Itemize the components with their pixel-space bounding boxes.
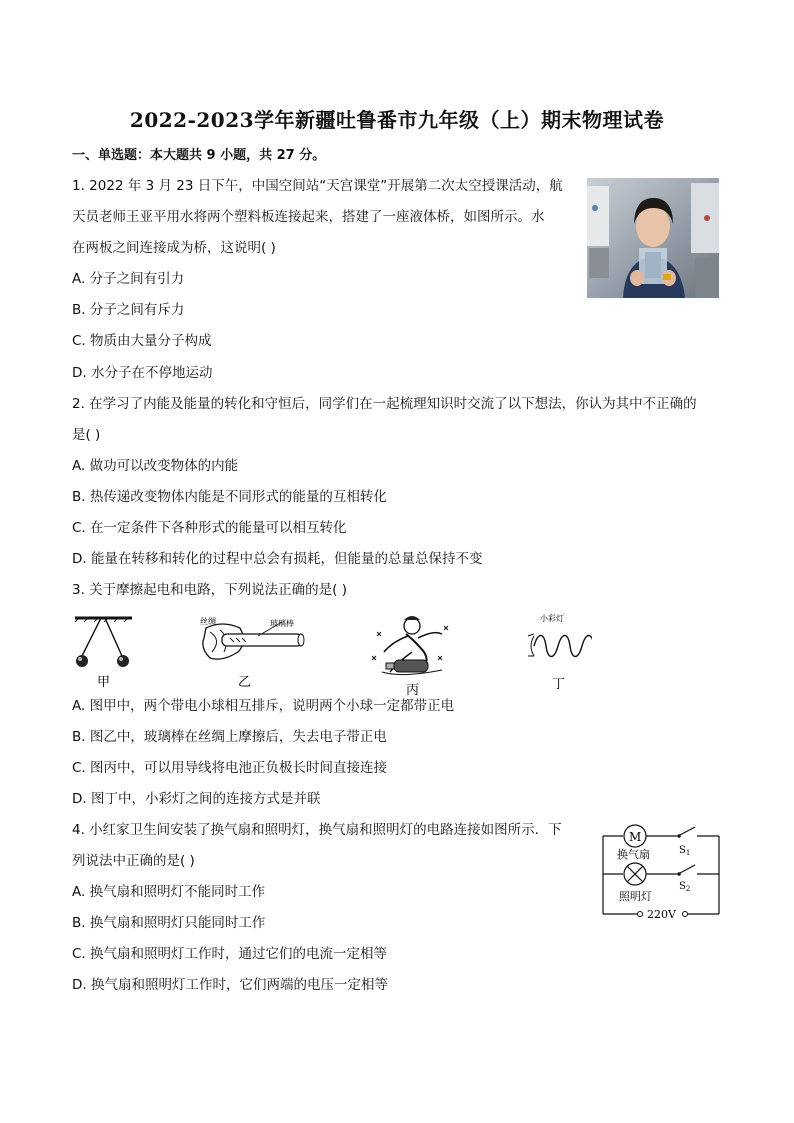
q1-option-c[interactable]: C. 物质由大量分子构成 — [72, 333, 212, 349]
q2-option-d[interactable]: D. 能量在转移和转化的过程中总会有损耗，但能量的总量总保持不变 — [72, 551, 483, 567]
q1-stem-line-3: 在两板之间连接成为桥，这说明( ) — [72, 240, 276, 256]
lamp-label: 照明灯 — [619, 890, 652, 903]
q4-stem-line-1: 4. 小红家卫生间安装了换气扇和照明灯，换气扇和照明灯的电路连接如图所示．下 — [72, 822, 562, 838]
q1-option-a[interactable]: A. 分子之间有引力 — [72, 271, 185, 287]
silk-label: 丝绸 — [200, 617, 216, 626]
q3-option-c[interactable]: C. 图丙中，可以用导线将电池正负极长时间直接连接 — [72, 760, 388, 776]
space-station-photo — [587, 178, 719, 298]
figure-label-yi: 乙 — [238, 675, 252, 690]
glass-rod-label: 玻璃棒 — [270, 619, 294, 628]
figure-label-jia: 甲 — [97, 675, 111, 690]
q4-option-d[interactable]: D. 换气扇和照明灯工作时，它们两端的电压一定相等 — [72, 977, 388, 993]
q4-stem-line-2: 列说法中正确的是( ) — [72, 853, 195, 869]
figure-jia — [75, 618, 132, 690]
figure-ding — [528, 613, 592, 692]
q2-stem-line-1: 2. 在学习了内能及能量的转化和守恒后，同学们在一起梳理知识时交流了以下想法，你认为其中不正确的 — [72, 396, 697, 412]
motor-symbol: M — [629, 830, 642, 844]
q4-circuit-diagram — [595, 822, 725, 926]
q1-option-d[interactable]: D. 水分子在不停地运动 — [72, 365, 213, 381]
q1-stem-line-1: 1. 2022 年 3 月 23 日下午，中国空间站“天宫课堂”开展第二次太空授课活动，航 — [72, 178, 563, 194]
q3-stem-line-1: 3. 关于摩擦起电和电路，下列说法正确的是( ) — [72, 582, 347, 598]
q3-figures — [72, 612, 592, 698]
q3-option-a[interactable]: A. 图甲中，两个带电小球相互排斥，说明两个小球一定都带正电 — [72, 698, 455, 714]
switch-s2-label: $S_2$ — [679, 881, 691, 893]
figure-bing — [372, 616, 448, 698]
q4-option-b[interactable]: B. 换气扇和照明灯只能同时工作 — [72, 915, 266, 931]
figure-label-bing: 丙 — [406, 683, 420, 698]
figure-label-ding: 丁 — [552, 677, 566, 692]
q1-stem-line-2: 天员老师王亚平用水将两个塑料板连接起来，搭建了一座液体桥，如图所示。水 — [72, 209, 545, 225]
small-lights-label: 小彩灯 — [540, 614, 564, 623]
switch-s1-label: $S_1$ — [679, 845, 691, 857]
q3-option-b[interactable]: B. 图乙中，玻璃棒在丝绸上摩擦后，失去电子带正电 — [72, 729, 387, 745]
q2-option-c[interactable]: C. 在一定条件下各种形式的能量可以相互转化 — [72, 520, 347, 536]
q2-option-b[interactable]: B. 热传递改变物体内能是不同形式的能量的互相转化 — [72, 489, 387, 505]
q1-option-b[interactable]: B. 分子之间有斥力 — [72, 302, 185, 318]
q2-stem-line-2: 是( ) — [72, 427, 101, 443]
section-heading: 一、单选题：本大题共 9 小题，共 27 分。 — [72, 148, 326, 163]
supply-voltage-label: 220V — [647, 908, 676, 921]
page-title: 2022-2023学年新疆吐鲁番市九年级（上）期末物理试卷 — [129, 108, 665, 132]
q3-option-d[interactable]: D. 图丁中，小彩灯之间的连接方式是并联 — [72, 791, 321, 807]
fan-label: 换气扇 — [617, 848, 650, 861]
q4-option-c[interactable]: C. 换气扇和照明灯工作时，通过它们的电流一定相等 — [72, 946, 388, 962]
q2-option-a[interactable]: A. 做功可以改变物体的内能 — [72, 458, 239, 474]
figure-yi — [200, 616, 304, 690]
q4-option-a[interactable]: A. 换气扇和照明灯不能同时工作 — [72, 884, 266, 900]
